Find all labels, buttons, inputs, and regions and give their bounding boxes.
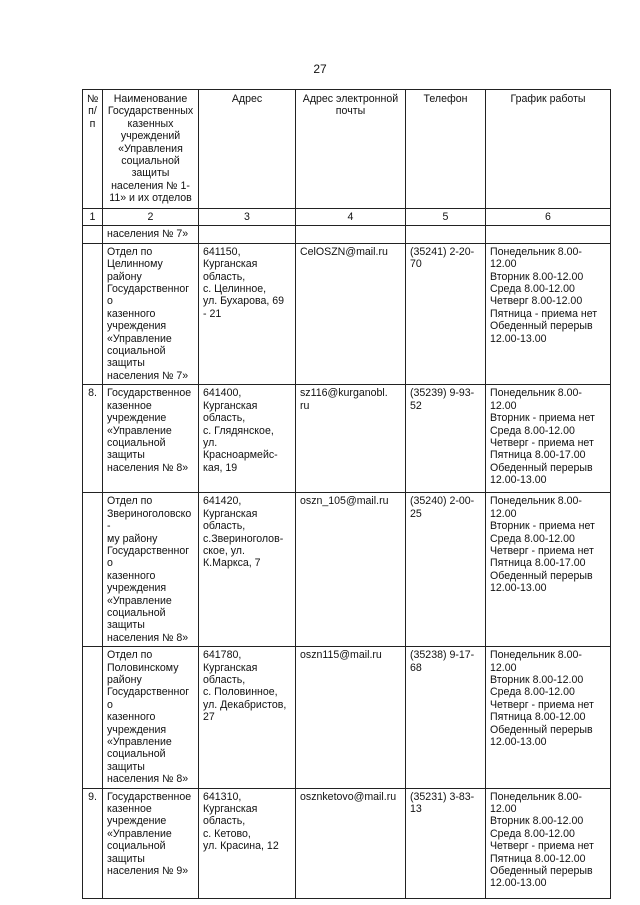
column-number: 5 xyxy=(406,209,486,226)
institution-email: oszn115@mail.ru xyxy=(296,647,406,788)
institution-address: 641310, Курганская область, с. Кетово, ул. Красина, 12 xyxy=(199,788,296,898)
institution-phone: (35239) 9-93- 52 xyxy=(406,385,486,493)
institution-address: 641420, Курганская область, с.Звериноголов- ское, ул. К.Маркса, 7 xyxy=(199,493,296,647)
institution-phone: (35231) 3-83- 13 xyxy=(406,788,486,898)
institution-phone xyxy=(406,226,486,243)
institution-email: sz116@kurganobl. ru xyxy=(296,385,406,493)
institutions-table xyxy=(82,89,611,899)
institution-name: Отдел по Звериноголовско- му району Государственного казенного учреждения «Управление социальной защиты населения № 8» xyxy=(103,493,199,647)
table-row xyxy=(83,493,611,647)
institution-name: Отдел по Целинному району Государственного казенного учреждения «Управление социальной защиты населения № 7» xyxy=(103,243,199,384)
institution-phone: (35238) 9-17- 68 xyxy=(406,647,486,788)
institution-name: Государственное казенное учреждение «Управление социальной защиты населения № 9» xyxy=(103,788,199,898)
table-row xyxy=(83,385,611,493)
header-phone: Телефон xyxy=(406,90,486,209)
institution-address: 641400, Курганская область, с. Глядянское, ул. Красноармейс- кая, 19 xyxy=(199,385,296,493)
header-address: Адрес xyxy=(199,90,296,209)
institution-email: oszn_105@mail.ru xyxy=(296,493,406,647)
institution-address xyxy=(199,226,296,243)
institution-email: CelOSZN@mail.ru xyxy=(296,243,406,384)
institution-schedule xyxy=(486,226,611,243)
institution-schedule: Понедельник 8.00- 12.00 Вторник - приема нет Среда 8.00-12.00 Четверг - приема нет Пятница 8.00-17.00 Обеденный перерыв 12.00-13.00 xyxy=(486,385,611,493)
institution-address: 641780, Курганская область, с. Половинное, ул. Декабристов, 27 xyxy=(199,647,296,788)
institution-name: Отдел по Половинскому району Государственного казенного учреждения «Управление социальной защиты населения № 8» xyxy=(103,647,199,788)
table-row xyxy=(83,788,611,898)
row-number xyxy=(83,493,103,647)
row-number: 8. xyxy=(83,385,103,493)
row-number xyxy=(83,226,103,243)
table-row xyxy=(83,647,611,788)
table-row xyxy=(83,243,611,384)
institution-schedule: Понедельник 8.00- 12.00 Вторник - приема нет Среда 8.00-12.00 Четверг - приема нет Пятница 8.00-17.00 Обеденный перерыв 12.00-13.00 xyxy=(486,493,611,647)
column-number-row xyxy=(83,209,611,226)
institution-email: osznketovo@mail.ru xyxy=(296,788,406,898)
header-email: Адрес электронной почты xyxy=(296,90,406,209)
header-name: Наименование Государственных казенных учреждений «Управления социальной защиты населения № 1- 11» и их отделов xyxy=(103,90,199,209)
header-row xyxy=(83,90,611,209)
institution-address: 641150, Курганская область, с. Целинное, ул. Бухарова, 69 - 21 xyxy=(199,243,296,384)
page-number: 27 xyxy=(313,62,327,76)
institution-schedule: Понедельник 8.00- 12.00 Вторник 8.00-12.00 Среда 8.00-12.00 Четверг - приема нет Пятница 8.00-12.00 Обеденный перерыв 12.00-13.00 xyxy=(486,647,611,788)
column-number: 3 xyxy=(199,209,296,226)
column-number: 2 xyxy=(103,209,199,226)
column-number: 6 xyxy=(486,209,611,226)
institution-phone: (35240) 2-00- 25 xyxy=(406,493,486,647)
header-num: № п/п xyxy=(83,90,103,209)
row-number xyxy=(83,647,103,788)
institution-name: Государственное казенное учреждение «Управление социальной защиты населения № 8» xyxy=(103,385,199,493)
row-number xyxy=(83,243,103,384)
institution-name: населения № 7» xyxy=(103,226,199,243)
institution-phone: (35241) 2-20- 70 xyxy=(406,243,486,384)
table-row xyxy=(83,226,611,243)
institution-email xyxy=(296,226,406,243)
institution-schedule: Понедельник 8.00- 12.00 Вторник 8.00-12.00 Среда 8.00-12.00 Четверг 8.00-12.00 Пятница - приема нет Обеденный перерыв 12.00-13.00 xyxy=(486,243,611,384)
header-schedule: График работы xyxy=(486,90,611,209)
institution-schedule: Понедельник 8.00- 12.00 Вторник 8.00-12.00 Среда 8.00-12.00 Четверг - приема нет Пятница 8.00-12.00 Обеденный перерыв 12.00-13.00 xyxy=(486,788,611,898)
row-number: 9. xyxy=(83,788,103,898)
column-number: 1 xyxy=(83,209,103,226)
column-number: 4 xyxy=(296,209,406,226)
